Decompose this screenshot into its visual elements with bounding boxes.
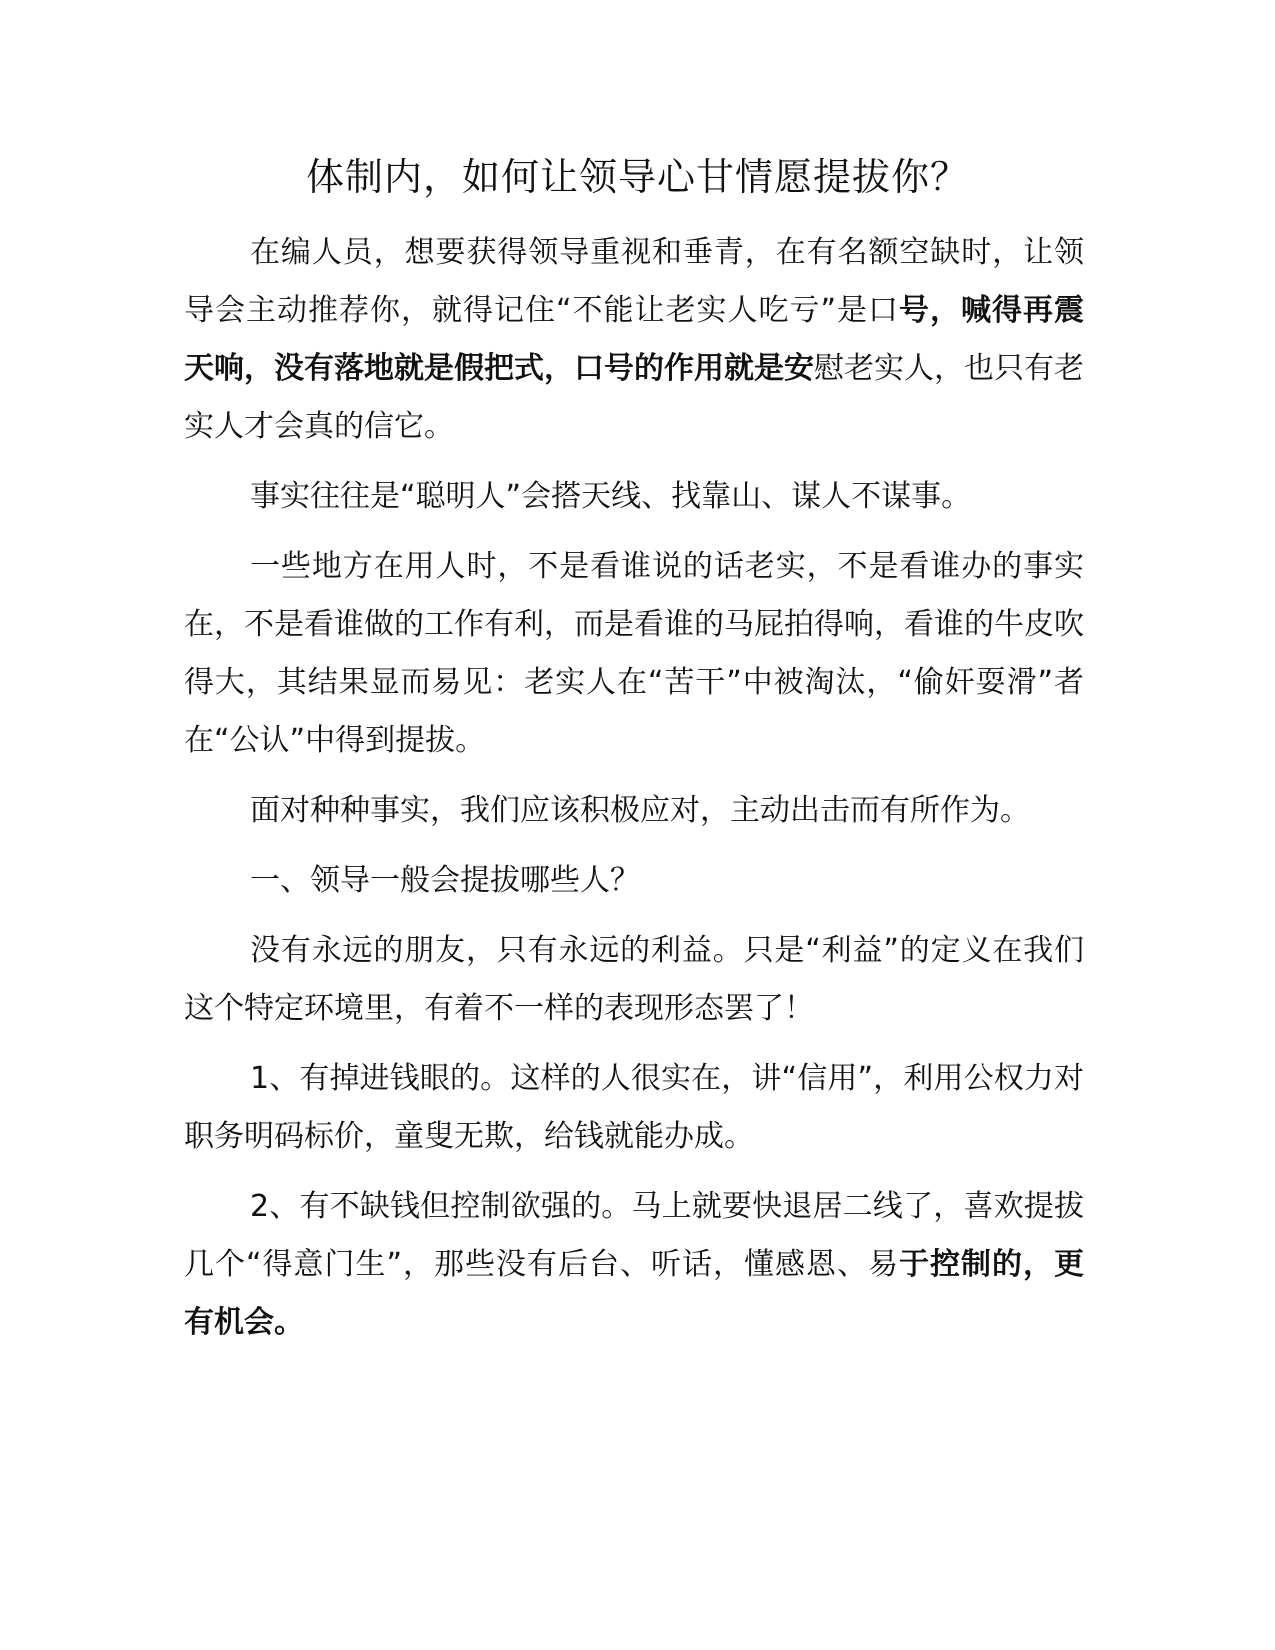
paragraph-2 [184, 468, 1084, 526]
paragraph-5 [184, 922, 1084, 1038]
paragraph-2-text: 事实往往是“聪明人”会搭天线、找靠山、谋人不谋事。 [250, 479, 972, 514]
list-item-2-bold-text: 于控制的，更有机会。 [184, 1247, 1084, 1340]
list-item-2 [184, 1178, 1084, 1352]
list-item-2-text: 2、有不缺钱但控制欲强的。马上就要快退居二线了，喜欢提拔几个“得意门生”，那些没有后台、听话，懂感恩、易 [184, 1189, 1084, 1282]
paragraph-1 [184, 224, 1084, 456]
list-item-1-text: 1、有掉进钱眼的。这样的人很实在，讲“信用”，利用公权力对职务明码标价，童叟无欺，给钱就能办成。 [184, 1061, 1084, 1154]
paragraph-3 [184, 538, 1084, 770]
paragraph-1-text: 在编人员，想要获得领导重视和垂青，在有名额空缺时，让领导会主动推荐你，就得记住“不能让老实人吃亏”是口 [184, 235, 1084, 328]
paragraph-1-bold-text: 号，喊得再震天响，没有落地就是假把式，口号的作用就是安 [184, 293, 1084, 386]
paragraph-5-text: 没有永远的朋友，只有永远的利益。只是“利益”的定义在我们这个特定环境里，有着不一样的表现形态罢了！ [184, 933, 1084, 1026]
section-heading-1 [184, 852, 1084, 910]
document-title: 体制内，如何让领导心甘情愿提拔你？ [305, 155, 969, 199]
section-heading-1-text: 一、领导一般会提拔哪些人？ [250, 863, 640, 898]
document-body [184, 224, 1084, 1364]
list-item-1 [184, 1050, 1084, 1166]
paragraph-3-text: 一些地方在用人时，不是看谁说的话老实，不是看谁办的事实在，不是看谁做的工作有利，而是看谁的马屁拍得响，看谁的牛皮吹得大，其结果显而易见：老实人在“苦干”中被淘汰，“偷奸耍滑”者在“公认”中得到提拔。 [184, 549, 1084, 758]
paragraph-4 [184, 782, 1084, 840]
paragraph-4-text: 面对种种事实，我们应该积极应对，主动出击而有所作为。 [250, 793, 1030, 828]
paragraph-1-tail-text: 慰老实人，也只有老实人才会真的信它。 [184, 351, 1084, 444]
